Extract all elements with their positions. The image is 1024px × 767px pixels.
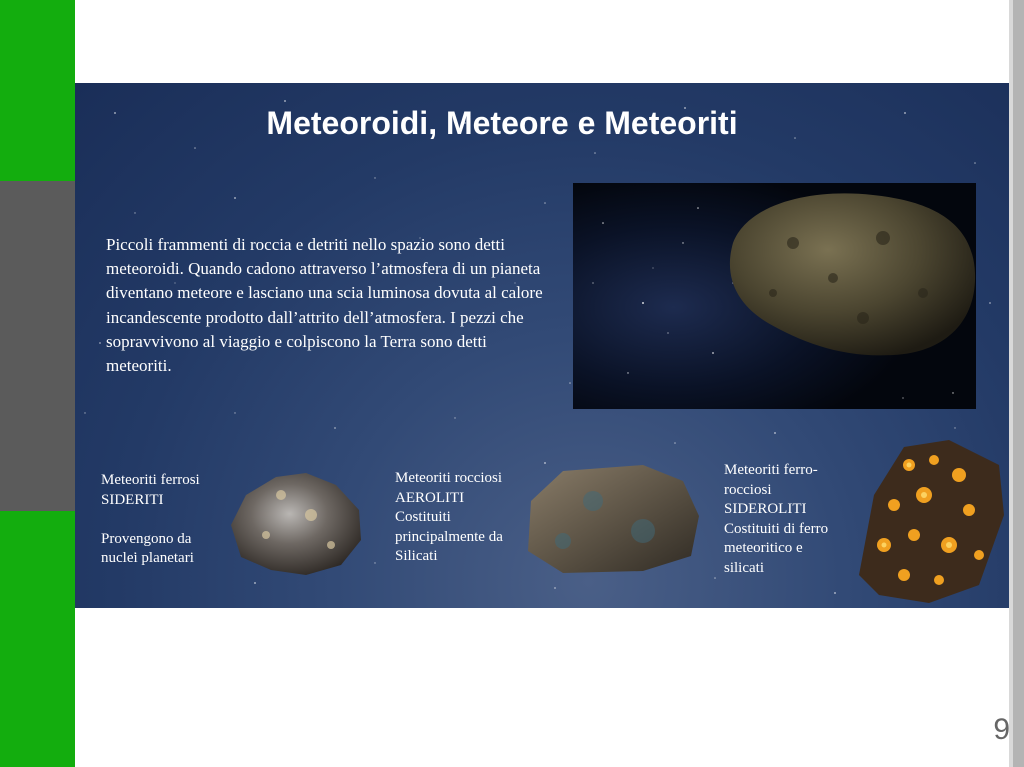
- slide-panel: [75, 83, 1009, 608]
- siderolite-caption: Meteoriti ferro- rocciosi SIDEROLITI Costituiti di ferro meteoritico e silicati: [724, 462, 829, 576]
- meteoroid-in-space-image: [573, 183, 976, 409]
- siderolite-meteorite-image: [849, 435, 1009, 605]
- aerolite-caption: Meteoriti rocciosi AEROLITI Costituiti principalmente da Silicati: [395, 470, 503, 565]
- right-edge-highlight: [1009, 0, 1013, 767]
- slide-title: Meteoroidi, Meteore e Meteoriti: [266, 105, 738, 141]
- siderite-meteorite-image: [221, 465, 366, 577]
- page-number: 9: [993, 713, 1010, 746]
- siderite-caption: Meteoriti ferrosi SIDERITI Provengono da nuclei planetari: [101, 472, 200, 567]
- aerolite-meteorite-image: [523, 461, 703, 577]
- description-paragraph: Piccoli frammenti di roccia e detriti nello spazio sono detti meteoroidi. Quando cadono attraverso l’atmosfera di un pianeta diventano meteore e lasciano una scia luminosa dovuta al calore incandescente prodotto dall’attrito dell’atmosfera. I pezzi che sopravvivono al viaggio e colpiscono la Terra sono detti meteoriti.: [106, 235, 543, 376]
- left-gray-tab: [0, 181, 75, 511]
